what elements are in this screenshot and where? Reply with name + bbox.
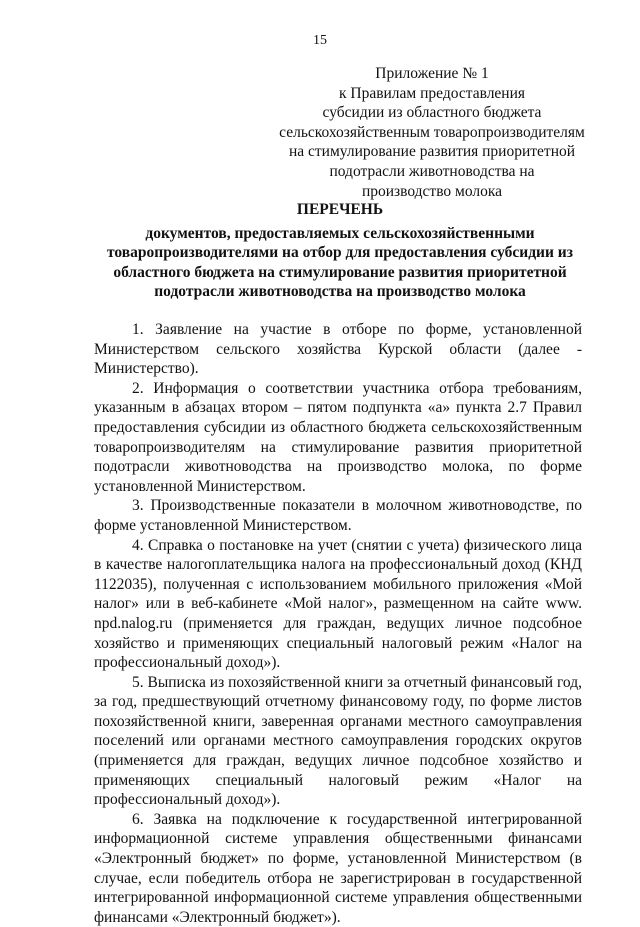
appendix-line: на стимулирование развития приоритетной [288, 143, 576, 161]
item-number: 6. [132, 810, 144, 828]
list-item [94, 673, 582, 810]
subtitle-line: товаропроизводителями на отбор для предоставления субсидии из [107, 244, 573, 262]
appendix-line: Приложение № 1 [375, 65, 489, 82]
appendix-header [272, 64, 592, 201]
appendix-line: к Правилам предоставления [338, 84, 526, 102]
item-text: Информация о соответствии участника отбора требованиям, указанным в абзацах втором – пятом подпункта «а» пункта 2.7 Правил предоставления субсидии из областного бюджета сельскохозяйственным товаропроизводителям на стимулирование развития приоритетной подотрасли животноводства на производство молока, по форме установленной Министерством. [94, 379, 583, 495]
title-heading: ПЕРЕЧЕНЬ [296, 201, 384, 218]
item-text: Справка о постановке на учет (снятии с учета) физического лица в качестве налогоплательщика налога на профессиональный доход (КНД 1122035), полученная с использованием мобильного приложения «Мой налог» или в веб-кабинете «Мой налог», размещенном на сайте www. npd.nalog.ru (применяется для граждан, ведущих личное подсобное хозяйство и применяющих специальный налоговый режим «Налог на профессиональный доход»). [94, 536, 582, 672]
appendix-line: подотрасли животноводства на [329, 162, 535, 180]
item-text: Заявление на участие в отборе по форме, установленной Министерством сельского хозяйства Курской области (далее - Министерство). [94, 321, 583, 378]
list-item [94, 379, 582, 497]
appendix-line: сельскохозяйственным товаропроизводителям [279, 123, 585, 141]
item-number: 5. [132, 673, 144, 691]
item-number: 4. [132, 536, 144, 554]
item-number: 3. [132, 497, 144, 515]
subtitle-line: областного бюджета на стимулирование развития приоритетной [113, 263, 567, 281]
document-title [80, 200, 600, 302]
document-list [94, 320, 582, 927]
item-number: 1. [132, 321, 144, 338]
item-number: 2. [132, 379, 144, 397]
item-text: Выписка из похозяйственной книги за отчетный финансовый год, за год, предшествующий отчетному финансовому году, по форме листов похозяйственной книги, заверенная органами местного самоуправления поселений или органами местного самоуправления городских округов (применяется для граждан, ведущих личное подсобное хозяйство и применяющих специальный налоговый режим «Налог на профессиональный доход»). [94, 673, 582, 809]
subtitle-line: документов, предоставляемых сельскохозяйственными [145, 224, 535, 242]
list-item [94, 810, 582, 927]
item-text: Производственные показатели в молочном животноводстве, по форме установленной Министерством. [94, 497, 583, 534]
list-item [94, 496, 582, 535]
item-text: Заявка на подключение к государственной интегрированной информационной системе управления общественными финансами «Электронный бюджет» по форме, установленной Министерством (в случае, если победитель отбора не зарегистрирован в государственной интегрированной информационной системе управления общественными финансами «Электронный бюджет»). [94, 810, 583, 926]
appendix-line: производство молока [361, 182, 503, 200]
page-number: 15 [313, 33, 327, 48]
appendix-line: субсидии из областного бюджета [322, 104, 542, 122]
list-item [94, 536, 582, 673]
list-item [94, 320, 582, 379]
title-subtitle [80, 224, 600, 302]
subtitle-line: подотрасли животноводства на производство молока [154, 283, 526, 301]
